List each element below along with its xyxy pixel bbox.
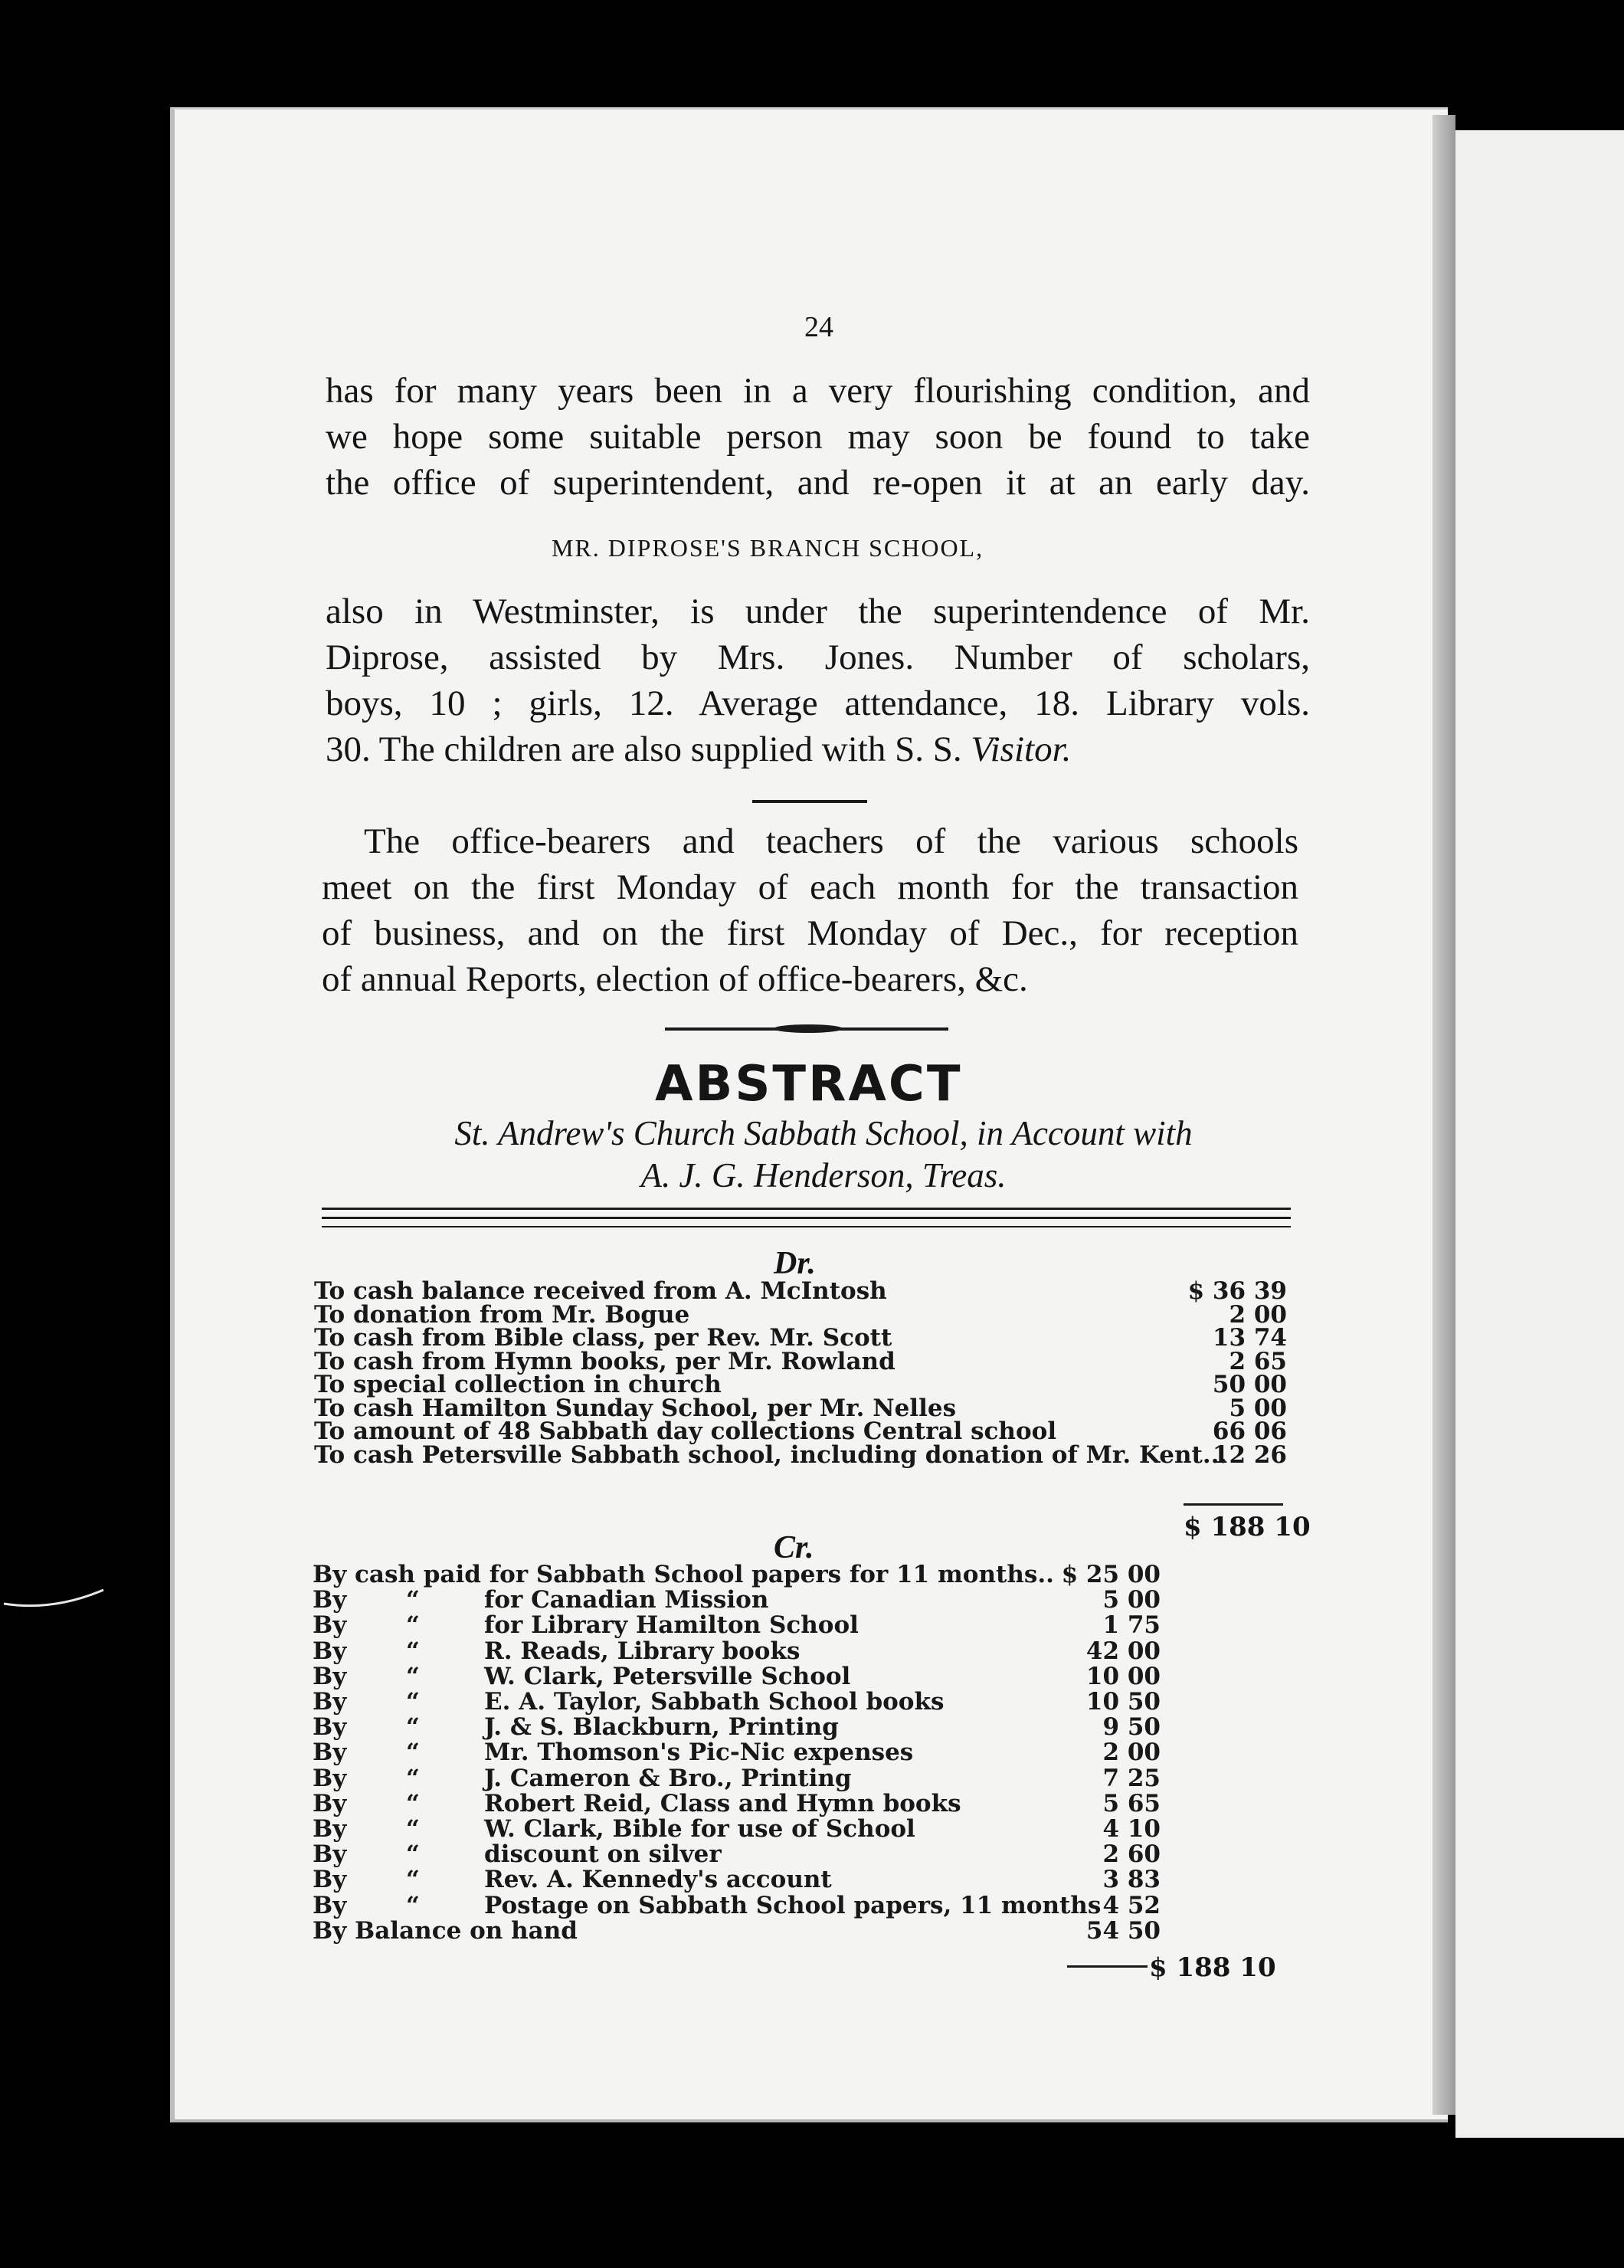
credit-row-amount: 1 75 bbox=[1102, 1611, 1161, 1640]
credit-row-by: By bbox=[313, 1739, 347, 1767]
text-line: the office of superintendent, and re-open it at an early day. bbox=[326, 463, 1310, 503]
credit-row-by: By bbox=[313, 1764, 347, 1792]
credit-row bbox=[306, 1815, 1161, 1843]
debit-row bbox=[314, 1300, 1287, 1329]
credit-row-label: J. Cameron & Bro., Printing bbox=[484, 1764, 852, 1792]
branch-school-heading: MR. DIPROSE'S BRANCH SCHOOL, bbox=[552, 534, 984, 562]
margin-scratch-mark bbox=[0, 1567, 115, 1613]
credit-row-amount: 4 52 bbox=[1102, 1891, 1161, 1919]
debit-row-amount: 5 00 bbox=[1229, 1394, 1287, 1422]
double-rule-top bbox=[322, 1208, 1291, 1210]
credit-row-ditto: “ bbox=[406, 1739, 420, 1767]
credit-row-ditto: “ bbox=[406, 1713, 420, 1742]
debit-row-label: To cash balance received from A. McIntosh bbox=[314, 1277, 887, 1305]
credit-row bbox=[306, 1611, 1161, 1640]
credit-row-ditto: “ bbox=[406, 1815, 420, 1843]
credit-row-amount: 5 65 bbox=[1102, 1789, 1161, 1817]
credit-row-by: By bbox=[313, 1713, 347, 1742]
credit-row-amount: 2 60 bbox=[1102, 1840, 1161, 1869]
credit-row-label: J. & S. Blackburn, Printing bbox=[484, 1713, 839, 1742]
credit-row-label: Rev. A. Kennedy's account bbox=[484, 1866, 832, 1894]
credit-row-amount: 54 50 bbox=[1085, 1916, 1161, 1945]
text-line bbox=[326, 726, 1310, 772]
page-number: 24 bbox=[804, 311, 833, 343]
debit-row-amount: $ 36 39 bbox=[1187, 1277, 1287, 1305]
debit-row-amount: 13 74 bbox=[1212, 1324, 1287, 1352]
credit-row-ditto: “ bbox=[406, 1611, 420, 1640]
visitor-italic: Visitor. bbox=[971, 729, 1072, 769]
credit-row-ditto: “ bbox=[406, 1688, 420, 1716]
debit-row bbox=[314, 1394, 1287, 1422]
credit-row bbox=[306, 1586, 1161, 1614]
credit-row-amount: 5 00 bbox=[1102, 1586, 1161, 1614]
debit-row-amount: 2 65 bbox=[1229, 1347, 1287, 1375]
credit-row-amount: 3 83 bbox=[1102, 1866, 1161, 1894]
credit-row-label: for Canadian Mission bbox=[484, 1586, 769, 1614]
credit-row bbox=[306, 1891, 1161, 1919]
text-line: we hope some suitable person may soon be found to take bbox=[326, 417, 1310, 457]
text-line: has for many years been in a very flourishing condition, and bbox=[326, 371, 1310, 411]
credit-row-label: discount on silver bbox=[484, 1840, 722, 1869]
credit-row-label: W. Clark, Petersville School bbox=[484, 1662, 851, 1690]
credit-row bbox=[306, 1662, 1161, 1690]
debit-row bbox=[314, 1324, 1287, 1352]
ornamental-divider-center bbox=[774, 1024, 843, 1033]
credit-row-label: E. A. Taylor, Sabbath School books bbox=[484, 1688, 945, 1716]
credit-row bbox=[306, 1789, 1161, 1817]
debit-row bbox=[314, 1347, 1287, 1375]
credit-row-by: By bbox=[313, 1662, 347, 1690]
credit-row-label: Mr. Thomson's Pic-Nic expenses bbox=[484, 1739, 914, 1767]
credit-total: $ 188 10 bbox=[1149, 1952, 1276, 1983]
abstract-subtitle-treasurer: A. J. G. Henderson, Treas. bbox=[640, 1156, 1007, 1195]
text-line: The office-bearers and teachers of the various schools bbox=[364, 821, 1298, 861]
debit-row-label: To donation from Mr. Bogue bbox=[314, 1300, 690, 1329]
debit-row-label: To cash from Bible class, per Rev. Mr. Scott bbox=[314, 1324, 892, 1352]
credit-row-label: By cash paid for Sabbath School papers for 11 months.. bbox=[313, 1561, 1054, 1588]
credit-row-ditto: “ bbox=[406, 1586, 420, 1614]
credit-heading: Cr. bbox=[774, 1530, 814, 1565]
branch-paragraph bbox=[326, 588, 1310, 772]
text-line-start: 30. The children are also supplied with S. S. bbox=[326, 729, 971, 769]
text-line: meet on the first Monday of each month for the transaction bbox=[322, 867, 1298, 907]
abstract-subtitle: St. Andrew's Church Sabbath School, in Account with bbox=[454, 1114, 1193, 1152]
text-line: of business, and on the first Monday of Dec., for reception bbox=[322, 913, 1298, 953]
credit-row bbox=[306, 1713, 1161, 1742]
debit-row-label: To special collection in church bbox=[314, 1371, 722, 1398]
credit-row-amount: 7 25 bbox=[1102, 1764, 1161, 1792]
abstract-title: ABSTRACT bbox=[655, 1056, 963, 1113]
credit-row-by: By bbox=[313, 1891, 347, 1919]
credit-row-ditto: “ bbox=[406, 1764, 420, 1792]
triple-rule bbox=[322, 1226, 1291, 1227]
text-line: also in Westminster, is under the superintendence of Mr. bbox=[326, 592, 1310, 631]
debit-row-label: To amount of 48 Sabbath day collections Central school bbox=[314, 1418, 1057, 1445]
credit-row-ditto: “ bbox=[406, 1891, 420, 1919]
debit-row bbox=[314, 1373, 1287, 1396]
credit-row-by: By bbox=[313, 1637, 347, 1665]
credit-row bbox=[306, 1764, 1161, 1792]
credit-row bbox=[306, 1866, 1161, 1894]
debit-row-amount: 2 00 bbox=[1229, 1300, 1287, 1329]
text-line: Diprose, assisted by Mrs. Jones. Number of scholars, bbox=[326, 637, 1310, 677]
debit-row-label: To cash Petersville Sabbath school, including donation of Mr. Kent... bbox=[314, 1440, 1228, 1469]
double-rule-bottom bbox=[322, 1217, 1291, 1219]
meeting-paragraph bbox=[322, 818, 1298, 1002]
text-line: of annual Reports, election of office-bearers, &c. bbox=[322, 959, 1028, 999]
credit-row-ditto: “ bbox=[406, 1840, 420, 1869]
debit-row-label: To cash Hamilton Sunday School, per Mr. Nelles bbox=[314, 1394, 957, 1422]
debit-row-label: To cash from Hymn books, per Mr. Rowland bbox=[314, 1347, 895, 1375]
facing-page-edge bbox=[1455, 130, 1624, 2138]
credit-row-label: R. Reads, Library books bbox=[484, 1637, 801, 1665]
debit-row bbox=[314, 1420, 1287, 1443]
credit-row-label: Robert Reid, Class and Hymn books bbox=[484, 1789, 961, 1817]
credit-row-amount: 10 00 bbox=[1085, 1662, 1161, 1690]
credit-row-ditto: “ bbox=[406, 1662, 420, 1690]
credit-row-amount: 10 50 bbox=[1085, 1688, 1161, 1716]
credit-row-amount: 2 00 bbox=[1102, 1739, 1161, 1767]
credit-row-by: By bbox=[313, 1840, 347, 1869]
credit-row-ditto: “ bbox=[406, 1637, 420, 1665]
credit-row-ditto: “ bbox=[406, 1866, 420, 1894]
credit-row-by: By bbox=[313, 1815, 347, 1843]
debit-row-amount: 12 26 bbox=[1212, 1440, 1287, 1469]
credit-row-label: Postage on Sabbath School papers, 11 months bbox=[484, 1891, 1102, 1919]
credit-row bbox=[306, 1840, 1161, 1869]
credit-row-by: By bbox=[313, 1789, 347, 1817]
credit-row bbox=[306, 1637, 1161, 1665]
short-divider bbox=[752, 800, 867, 803]
credit-row-by: By bbox=[313, 1611, 347, 1640]
debit-heading: Dr. bbox=[774, 1246, 816, 1281]
intro-paragraph bbox=[326, 368, 1310, 506]
credit-row bbox=[306, 1688, 1161, 1716]
debit-row bbox=[314, 1277, 1287, 1305]
credit-row bbox=[306, 1916, 1161, 1945]
debit-total-rule bbox=[1184, 1503, 1283, 1506]
credit-row-amount: $ 25 00 bbox=[1061, 1561, 1161, 1588]
text-line: boys, 10 ; girls, 12. Average attendance, 18. Library vols. bbox=[326, 683, 1310, 723]
credit-row-by: By bbox=[313, 1866, 347, 1894]
debit-total: $ 188 10 bbox=[1184, 1512, 1311, 1542]
credit-row-by: By bbox=[313, 1688, 347, 1716]
credit-row-label: for Library Hamilton School bbox=[484, 1611, 859, 1640]
credit-row-amount: 9 50 bbox=[1102, 1713, 1161, 1742]
credit-row-label: By Balance on hand bbox=[313, 1916, 578, 1945]
debit-row-amount: 66 06 bbox=[1212, 1418, 1287, 1445]
credit-row bbox=[306, 1563, 1161, 1586]
credit-row-amount: 4 10 bbox=[1102, 1815, 1161, 1843]
credit-row-amount: 42 00 bbox=[1085, 1637, 1161, 1665]
credit-row-ditto: “ bbox=[406, 1789, 420, 1817]
credit-row-label: W. Clark, Bible for use of School bbox=[484, 1815, 915, 1843]
credit-total-rule bbox=[1067, 1965, 1148, 1968]
book-spine bbox=[1432, 115, 1455, 2115]
debit-row bbox=[314, 1440, 1287, 1469]
debit-row-amount: 50 00 bbox=[1212, 1371, 1287, 1398]
credit-row bbox=[306, 1739, 1161, 1767]
credit-row-by: By bbox=[313, 1586, 347, 1614]
